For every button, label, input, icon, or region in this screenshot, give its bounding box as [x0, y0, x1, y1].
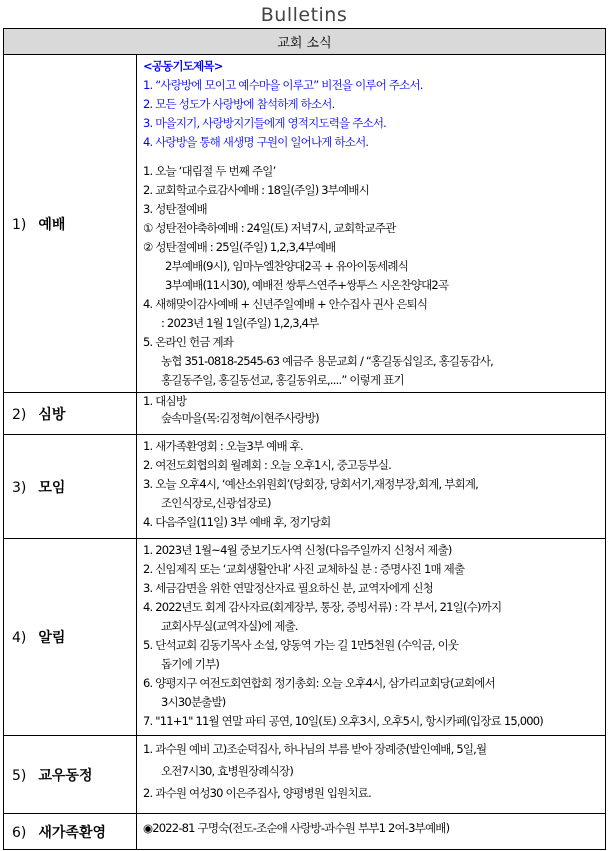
bulletin-table	[3, 28, 606, 850]
list-item: ◉2022-81 구명숙(전도-조순애 사랑방-과수원 부부1 2여-3부예배)	[143, 821, 450, 835]
section-label-cell	[4, 539, 137, 736]
list-item: 돕기에 기부)	[161, 657, 220, 671]
section-content	[137, 736, 606, 814]
list-item: 3. 세금감면을 위한 연말정산자료 필요하신 분, 교역자에게 신청	[143, 581, 433, 595]
list-item: 2. 과수원 여성30 이은주집사, 양평병원 입원치료.	[143, 786, 371, 800]
list-item: 3부예배(11시30), 예배전 쌍투스연주+쌍투스 시온찬양대2곡	[165, 278, 449, 292]
section-label: 알림	[38, 630, 66, 646]
list-item: 조인식장로,신광섭장로)	[161, 496, 271, 510]
list-item: 오전7시30, 효병원장례식장)	[161, 764, 294, 778]
list-item: 홍길동주일, 홍길동선교, 홍길동위로,....” 이렇게 표기	[161, 373, 404, 387]
list-item: 3시30분출발)	[161, 695, 226, 709]
section-content	[137, 539, 606, 736]
section-label-cell	[4, 55, 137, 393]
list-item: 숲속마을(목:김정혁/이현주사랑방)	[161, 411, 319, 425]
section-label: 모임	[38, 479, 66, 496]
prayer-title: <공동기도제목>	[143, 59, 223, 73]
prayer-item: 3. 마을지기, 사랑방지기들에게 영적지도력을 주소서.	[143, 116, 386, 130]
section-number: 3)	[12, 479, 27, 496]
list-item: 4. 2022년도 회계 감사자료(회계장부, 통장, 증빙서류) : 각 부서, 21일(수)까지	[143, 600, 502, 614]
section-number: 2)	[12, 406, 27, 423]
section-label: 새가족환영	[38, 824, 106, 841]
list-item: 6. 양평지구 여전도회연합회 정기총회: 오늘 오후4시, 삼가리교회당(교회에서	[143, 676, 495, 690]
section-content	[137, 814, 606, 850]
section-label-cell	[4, 736, 137, 814]
page-title: Bulletins	[260, 4, 348, 26]
list-item: ② 성탄절예배 : 25일(주일) 1,2,3,4부예배	[143, 240, 336, 254]
section-label: 예배	[38, 216, 66, 233]
list-item: 1. 새가족환영회 : 오늘3부 예배 후.	[143, 439, 303, 453]
section-label: 심방	[38, 406, 66, 423]
list-item: 2부예배(9시), 임마누엘찬양대2곡 + 유아이동세례식	[165, 259, 409, 273]
list-item: 4. 다음주일(11일) 3부 예배 후, 정기당회	[143, 515, 331, 529]
section-content	[137, 435, 606, 539]
section-label-cell	[4, 435, 137, 539]
list-item: 교회사무실(교역자실)에 제출.	[161, 619, 298, 633]
section-content	[137, 393, 606, 435]
section-number: 1)	[12, 216, 27, 233]
list-item: 1. 2023년 1월~4월 중보기도사역 신청(다음주일까지 신청서 제출)	[143, 543, 452, 557]
list-item: 5. 단석교회 김동기목사 소설, 양동역 가는 길 1만5천원 (수익금, 이웃	[143, 638, 459, 652]
list-item: 1. 대심방	[143, 394, 187, 408]
list-item: 1. 과수원 예비 고)조순덕집사, 하나님의 부름 받아 장례중(발인예배, 5일,월	[143, 742, 487, 756]
list-item: 5. 온라인 헌금 계좌	[143, 335, 234, 349]
prayer-item: 1. “사랑방에 모이고 예수마을 이루고” 비전을 이루어 주소서.	[143, 78, 423, 92]
section-number: 5)	[12, 767, 27, 784]
list-item: 1. 오늘 ‘대림절 두 번째 주일’	[143, 164, 276, 178]
list-item: 2. 교회학교수료감사예배 : 18일(주일) 3부예배시	[143, 183, 370, 197]
section-label: 교우동정	[38, 767, 93, 784]
list-item: 3. 성탄절예배	[143, 202, 207, 216]
section-label-cell	[4, 814, 137, 850]
list-item: 4. 새해맞이감사예배 + 신년주일예배 + 안수집사 권사 은퇴식	[143, 297, 428, 311]
list-item: : 2023년 1월 1일(주일) 1,2,3,4부	[161, 316, 319, 330]
list-item: 2. 신임제직 또는 ‘교회생활안내’ 사진 교체하실 분 : 증명사진 1매 제출	[143, 562, 465, 576]
spacer	[143, 152, 601, 162]
list-item: ① 성탄전야축하예배 : 24일(토) 저녁7시, 교회학교주관	[143, 221, 396, 235]
section-worship	[4, 55, 606, 393]
table-header: 교회 소식	[4, 29, 606, 55]
section-number: 4)	[12, 630, 27, 646]
list-item: 농협 351-0818-2545-63 예금주 용문교회 / “홍길동십일조, 홍길동감사,	[161, 354, 494, 368]
section-notices	[4, 539, 606, 736]
section-content	[137, 55, 606, 393]
section-number: 6)	[12, 824, 27, 841]
prayer-item: 4. 사랑방을 통해 새생명 구원이 일어나게 하소서.	[143, 135, 369, 149]
section-new-family	[4, 814, 606, 850]
list-item: 3. 오늘 오후4시, ‘예산소위원회’(당회장, 당회서기,재정부장,회계, 부회계,	[143, 477, 479, 491]
section-visitation	[4, 393, 606, 435]
section-member-news	[4, 736, 606, 814]
list-item: 2. 여전도회협의회 월례회 : 오늘 오후1시, 중고등부실.	[143, 458, 391, 472]
section-label-cell	[4, 393, 137, 435]
list-item: 7. "11+1" 11월 연말 파티 공연, 10일(토) 오후3시, 오후5시, 항시카페(입장료 15,000)	[143, 714, 543, 728]
prayer-item: 2. 모든 성도가 사랑방에 참석하게 하소서.	[143, 97, 335, 111]
section-meetings	[4, 435, 606, 539]
